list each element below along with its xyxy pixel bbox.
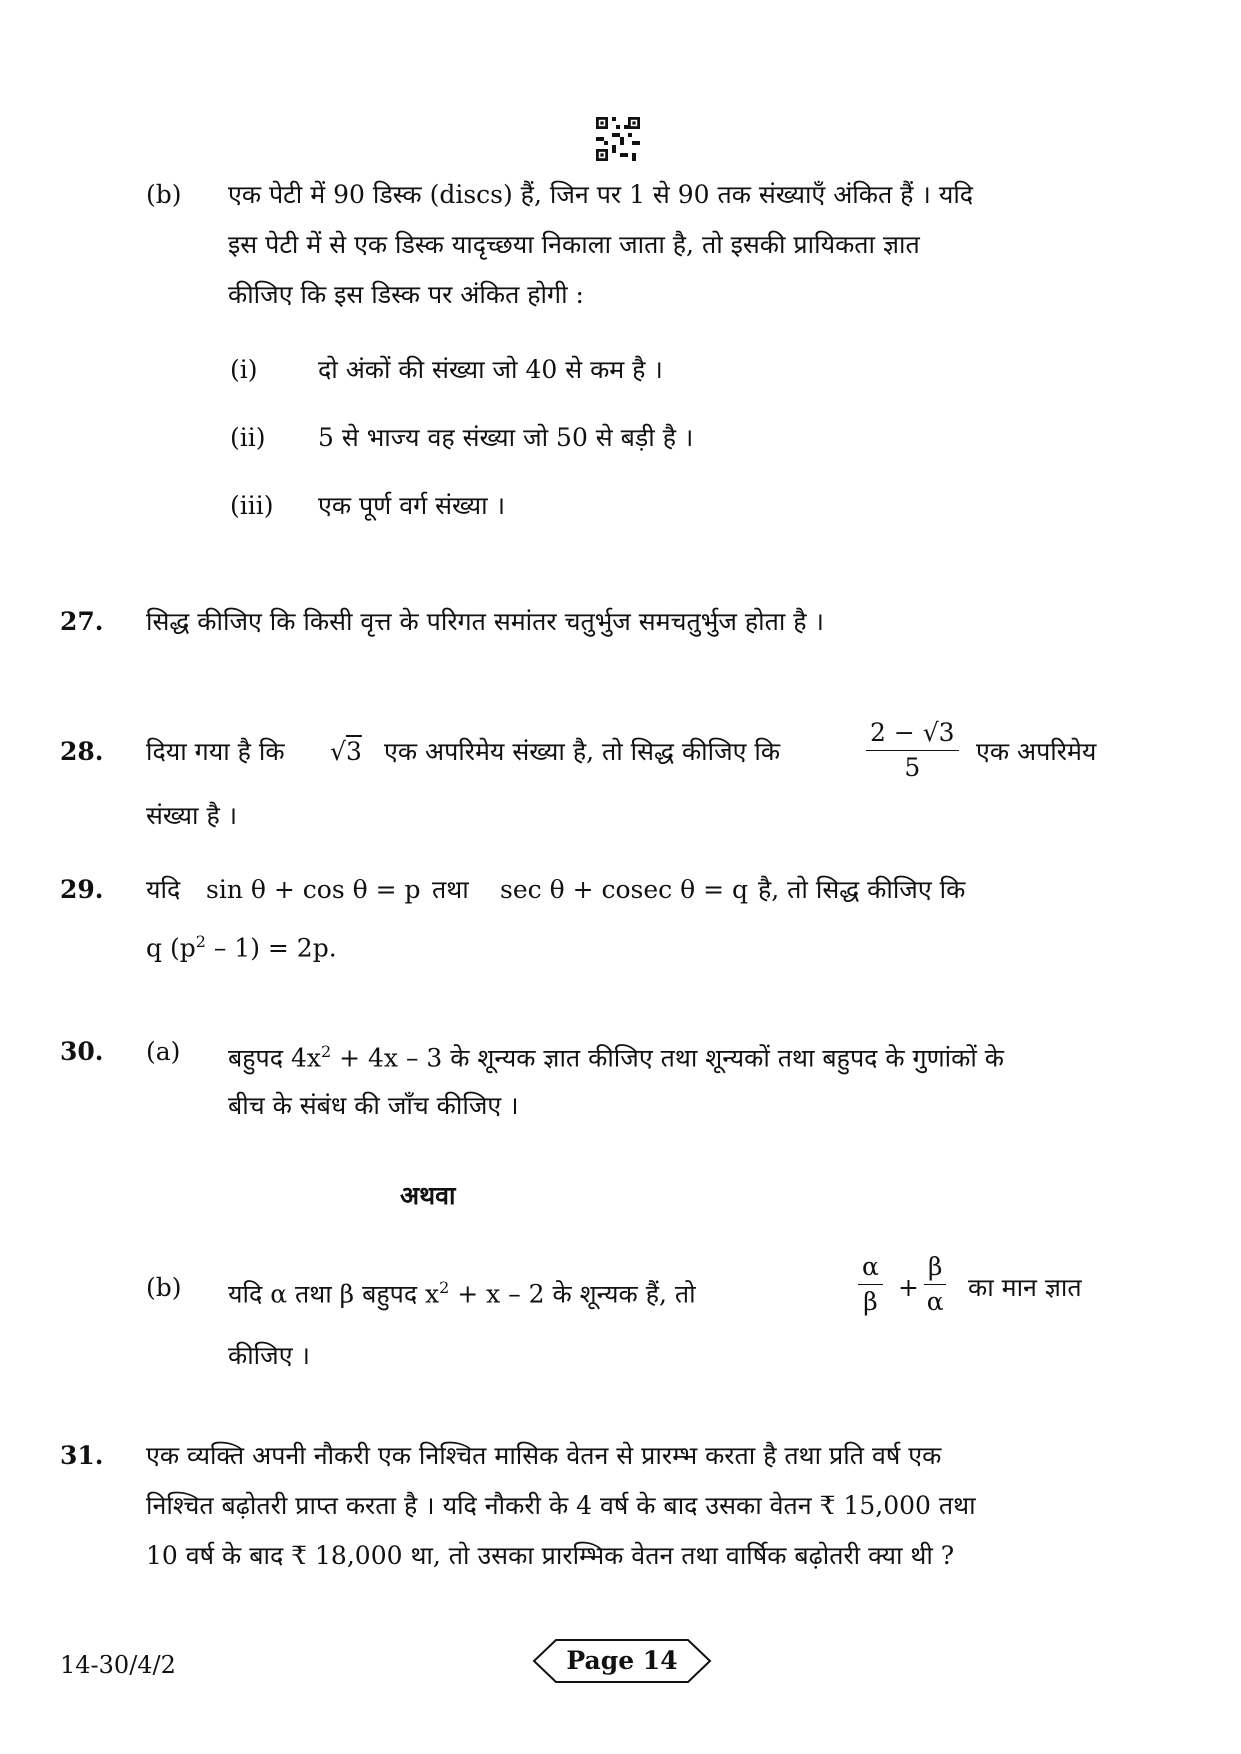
q30b-fraction-1-numerator: α [858,1250,883,1285]
q30-number: 30. [60,1037,104,1066]
q27-number: 27. [60,607,104,636]
q29-word-2: तथा [432,875,469,904]
q30b-label: (b) [146,1273,182,1302]
q26b-label: (b) [146,180,182,209]
q29-equation-1: sin θ + cos θ = p [206,875,421,904]
q29-equation-2: sec θ + cosec θ = q [500,875,748,904]
q30b-fraction-2-denominator: α [926,1287,944,1316]
q26b-part-ii-label: (ii) [230,423,266,452]
q28-fraction-numerator: 2 − √3 [866,716,959,751]
q31-line-2: निश्चित बढ़ोतरी प्राप्त करता है । यदि नौकरी के 4 वर्ष के बाद उसका वेतन ₹ 15,000 तथा [146,1491,976,1520]
q26b-part-i-text: दो अंकों की संख्या जो 40 से कम है । [318,355,663,384]
paper-code: 14-30/4/2 [60,1651,176,1679]
q28-text-3: एक अपरिमेय [976,737,1097,766]
qr-code-icon [596,117,640,161]
q30b-fraction-1 [858,1250,883,1319]
q30b-line-2: कीजिए । [228,1341,310,1370]
q26b-line-1: एक पेटी में 90 डिस्क (discs) हैं, जिन पर 1 से 90 तक संख्याएँ अंकित हैं । यदि [228,180,974,209]
q27-text: सिद्ध कीजिए कि किसी वृत्त के परिगत समांतर चतुर्भुज समचतुर्भुज होता है । [146,607,824,636]
q29-line-2-post: – 1) = 2p. [205,933,337,963]
q30b-line-1-pre: यदि α तथा β बहुपद x [228,1279,440,1309]
q29-word-1: यदि [146,875,181,904]
q26b-part-i-label: (i) [230,355,258,384]
q30b-fraction-2 [924,1250,946,1319]
q30b-fraction-2-numerator: β [924,1250,946,1285]
q31-line-1: एक व्यक्ति अपनी नौकरी एक निश्चित मासिक वेतन से प्रारम्भ करता है तथा प्रति वर्ष एक [146,1441,942,1470]
q26b-line-3: कीजिए कि इस डिस्क पर अंकित होगी : [228,280,584,309]
athva-heading: अथवा [400,1181,456,1210]
q28-number: 28. [60,737,104,766]
q28-sqrt: √3 [330,737,362,766]
q29-word-3: है, तो सिद्ध कीजिए कि [758,875,966,904]
q30b-plus: + [898,1273,919,1302]
q28-text-1: दिया गया है कि [146,737,285,766]
q26b-part-iii-label: (iii) [230,491,274,520]
q28-text-2: एक अपरिमेय संख्या है, तो सिद्ध कीजिए कि [384,737,781,766]
q30a-line-1 [228,1036,1004,1074]
q29-line-2-pre: q (p [146,933,196,963]
q30b-line-1-end: का मान ज्ञात [968,1273,1082,1302]
q30b-line-1 [228,1272,696,1310]
q26b-line-2: इस पेटी में से एक डिस्क यादृच्छया निकाला जाता है, तो इसकी प्रायिकता ज्ञात [228,230,920,259]
q29-number: 29. [60,875,104,904]
q30b-line-1-sup: 2 [439,1278,450,1297]
q28-line-2: संख्या है । [146,801,238,830]
q30a-line-1-sup: 2 [320,1042,332,1061]
q29-line-2-sup: 2 [195,932,206,951]
q30b-fraction-1-denominator: β [863,1287,878,1316]
q28-sqrt-radicand: 3 [345,737,362,766]
q29-line-2 [146,926,337,964]
q26b-part-ii-text: 5 से भाज्य वह संख्या जो 50 से बड़ी है । [318,423,694,452]
q30a-line-1-post: + 4x – 3 के शून्यक ज्ञात कीजिए तथा शून्यकों तथा बहुपद के गुणांकों के [331,1043,1004,1073]
q28-fraction [866,716,959,785]
q30a-label: (a) [146,1037,181,1066]
page-number-badge [532,1638,712,1684]
q31-number: 31. [60,1441,104,1470]
q31-line-3: 10 वर्ष के बाद ₹ 18,000 था, तो उसका प्रारम्भिक वेतन तथा वार्षिक बढ़ोतरी क्या थी ? [146,1541,955,1570]
q30a-line-2: बीच के संबंध की जाँच कीजिए । [228,1091,519,1120]
q28-fraction-denominator: 5 [904,753,921,782]
q30b-line-1-post: + x – 2 के शून्यक हैं, तो [449,1279,696,1309]
q30a-line-1-pre: बहुपद 4x [228,1043,321,1073]
q26b-part-iii-text: एक पूर्ण वर्ग संख्या । [318,491,506,520]
page-number: Page 14 [566,1646,678,1675]
